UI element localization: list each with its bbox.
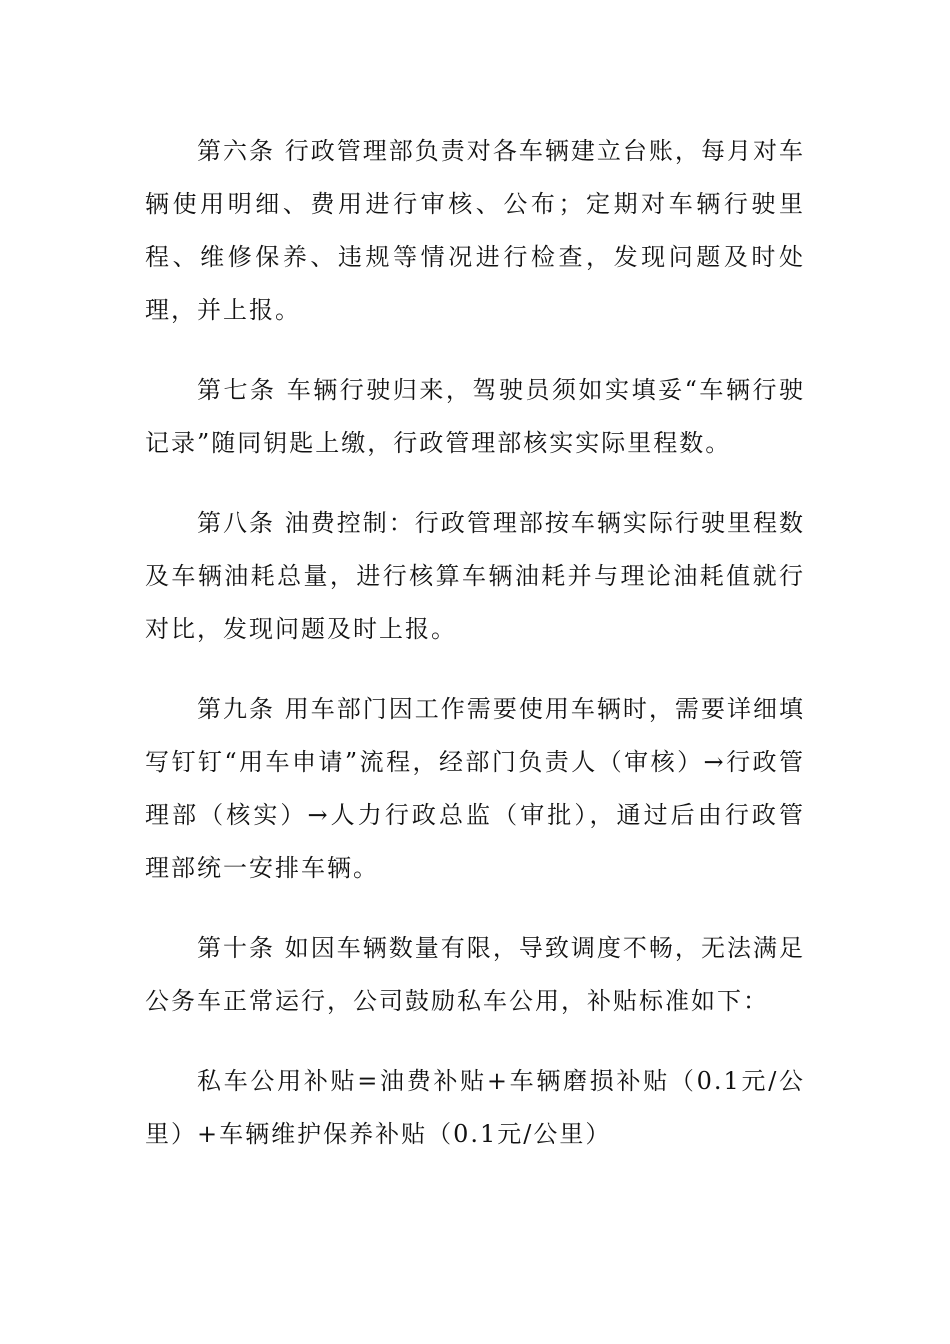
article-7-paragraph: 第七条 车辆行驶归来，驾驶员须如实填妥“车辆行驶记录”随同钥匙上缴，行政管理部核实实际里程数。 xyxy=(145,376,805,457)
article-9-paragraph: 第九条 用车部门因工作需要使用车辆时，需要详细填写钉钉“用车申请”流程，经部门负责人（审核）→行政管理部（核实）→人力行政总监（审批），通过后由行政管理部统一安排车辆。 xyxy=(145,695,805,882)
article-8-paragraph: 第八条 油费控制：行政管理部按车辆实际行驶里程数及车辆油耗总量，进行核算车辆油耗并与理论油耗值就行对比，发现问题及时上报。 xyxy=(145,509,805,643)
article-6-paragraph: 第六条 行政管理部负责对各车辆建立台账，每月对车辆使用明细、费用进行审核、公布；定期对车辆行驶里程、维修保养、违规等情况进行检查，发现问题及时处理，并上报。 xyxy=(145,137,805,324)
subsidy-formula-paragraph: 私车公用补贴=油费补贴+车辆磨损补贴（0.1元/公里）+车辆维护保养补贴（0.1元/公里） xyxy=(145,1067,805,1148)
document-page xyxy=(145,125,805,1161)
article-10-paragraph: 第十条 如因车辆数量有限，导致调度不畅，无法满足公务车正常运行，公司鼓励私车公用，补贴标准如下： xyxy=(145,934,805,1015)
